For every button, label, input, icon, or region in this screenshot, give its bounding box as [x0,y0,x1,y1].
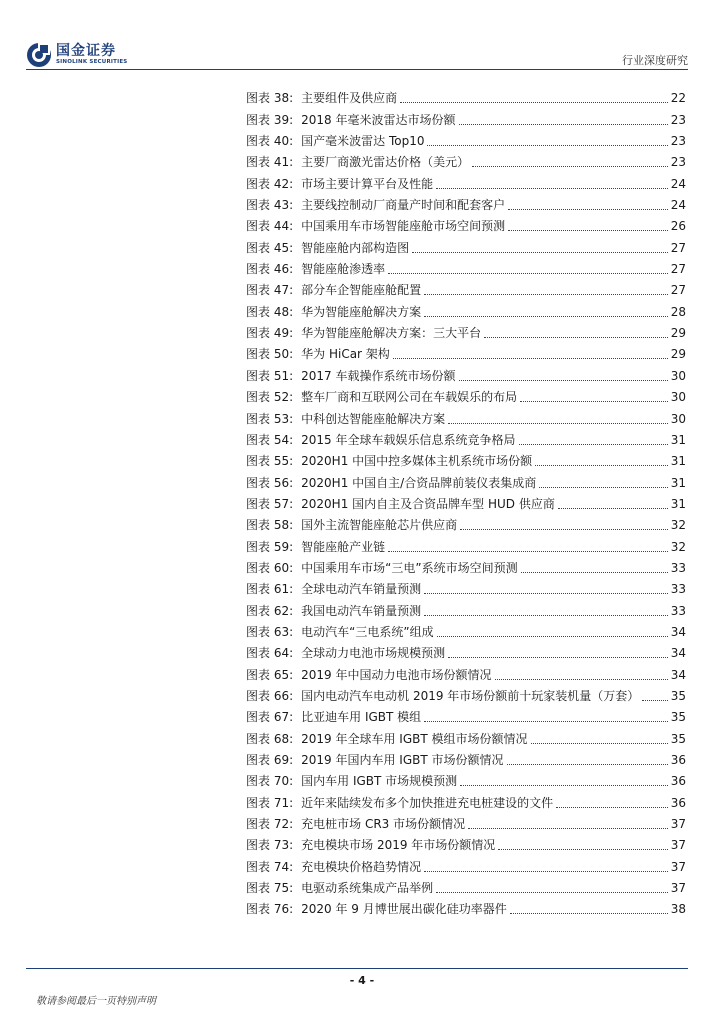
toc-entry-label: 图表 41: [246,155,294,170]
toc-entry-label: 图表 49: [246,326,294,341]
document-type: 行业深度研究 [622,54,688,67]
toc-entry[interactable] [246,704,686,725]
toc-entry-label: 图表 43: [246,198,294,213]
toc-leader-dots [520,401,668,402]
toc-entry-label: 图表 74: [246,859,294,874]
toc-entry-title: 中国乘用车市场智能座舱市场空间预测 [301,219,506,234]
toc-leader-dots [508,230,668,231]
toc-entry-page: 34 [670,667,686,682]
toc-entry[interactable] [246,725,686,746]
toc-leader-dots [400,102,668,103]
toc-entry-page: 27 [670,240,686,255]
toc-entry-page: 31 [670,454,686,469]
toc-entry[interactable] [246,789,686,810]
logo-icon [26,42,52,68]
toc-entry-title: 部分车企智能座舱配置 [301,283,422,298]
toc-entry-label: 图表 53: [246,411,294,426]
toc-entry-page: 24 [670,176,686,191]
toc-leader-dots [424,871,668,872]
toc-entry[interactable] [246,896,686,917]
toc-entry[interactable] [246,192,686,213]
toc-leader-dots [412,252,668,253]
toc-leader-dots [436,892,668,893]
toc-entry[interactable] [246,128,686,149]
toc-entry-title: 近年来陆续发布多个加快推进充电桩建设的文件 [301,795,554,810]
toc-entry-label: 图表 72: [246,817,294,832]
toc-entry-page: 31 [670,475,686,490]
toc-entry-title: 主要厂商激光雷达价格（美元） [301,155,470,170]
toc-leader-dots [468,828,668,829]
toc-entry-label: 图表 39: [246,112,294,127]
toc-leader-dots [388,273,668,274]
toc-entry[interactable] [246,277,686,298]
toc-entry[interactable] [246,384,686,405]
toc-entry-page: 27 [670,283,686,298]
header-divider [26,69,688,70]
toc-entry-label: 图表 73: [246,838,294,853]
toc-leader-dots [521,572,668,573]
toc-entry-title: 国外主流智能座舱芯片供应商 [301,518,458,533]
toc-entry-page: 30 [670,390,686,405]
toc-entry-page: 29 [670,347,686,362]
toc-entry-title: 全球动力电池市场规模预测 [301,646,446,661]
toc-entry-page: 33 [670,582,686,597]
toc-entry-page: 35 [670,688,686,703]
toc-entry-page: 31 [670,432,686,447]
toc-entry[interactable] [246,832,686,853]
toc-leader-dots [460,785,668,786]
toc-entry-title: 电驱动系统集成产品举例 [301,881,434,896]
toc-entry-title: 主要组件及供应商 [301,91,398,106]
toc-entry-title: 充电模块市场 2019 年市场份额情况 [301,838,496,853]
toc-entry-page: 36 [670,774,686,789]
toc-entry[interactable] [246,491,686,512]
toc-entry-title: 2020H1 中国自主/合资品牌前装仪表集成商 [301,475,537,490]
toc-leader-dots [448,657,668,658]
toc-entry[interactable] [246,768,686,789]
toc-entry-title: 2020 年 9 月博世展出碳化硅功率器件 [301,902,507,917]
toc-leader-dots [424,721,668,722]
toc-entry-label: 图表 48: [246,304,294,319]
toc-entry[interactable] [246,683,686,704]
toc-leader-dots [424,294,668,295]
toc-entry-label: 图表 57: [246,496,294,511]
toc-entry-page: 32 [670,518,686,533]
toc-entry-title: 2019 年国内车用 IGBT 市场份额情况 [301,753,504,767]
toc-entry-page: 26 [670,219,686,234]
toc-entry-label: 图表 64: [246,646,294,661]
toc-entry-label: 图表 58: [246,518,294,533]
table-of-figures [246,85,686,917]
toc-entry[interactable] [246,555,686,576]
logo-chinese-name: 国金证券 [56,43,116,60]
toc-entry[interactable] [246,811,686,832]
toc-entry-page: 23 [670,112,686,127]
toc-leader-dots [495,679,668,680]
toc-entry-label: 图表 47: [246,283,294,298]
toc-entry[interactable] [246,747,686,768]
toc-entry-label: 图表 75: [246,881,294,896]
toc-entry-title: 智能座舱渗透率 [301,262,386,277]
toc-entry-title: 2015 年全球车载娱乐信息系统竞争格局 [301,432,516,447]
toc-entry-label: 图表 51: [246,368,294,383]
toc-entry-label: 图表 59: [246,539,294,554]
toc-entry[interactable] [246,234,686,255]
toc-leader-dots [535,465,668,466]
toc-entry-title: 中科创达智能座舱解决方案 [301,411,446,426]
toc-leader-dots [539,487,668,488]
company-logo [26,40,127,70]
toc-leader-dots [459,124,668,125]
toc-entry-title: 电动汽车“三电系统”组成 [301,624,434,639]
toc-entry-label: 图表 46: [246,262,294,277]
toc-entry-title: 2019 年全球车用 IGBT 模组市场份额情况 [301,731,528,746]
toc-entry-page: 35 [670,710,686,725]
toc-entry-page: 24 [670,198,686,213]
toc-entry-page: 31 [670,496,686,511]
toc-entry-page: 37 [670,859,686,874]
toc-entry-title: 华为智能座舱解决方案：三大平台 [301,326,482,341]
toc-entry-page: 30 [670,411,686,426]
toc-leader-dots [448,423,668,424]
toc-entry-page: 23 [670,134,686,149]
toc-entry-title: 主要线控制动厂商量产时间和配套客户 [301,198,506,213]
toc-entry-page: 29 [670,326,686,341]
toc-entry-page: 33 [670,603,686,618]
toc-entry-page: 37 [670,817,686,832]
toc-entry[interactable] [246,341,686,362]
toc-leader-dots [556,807,668,808]
logo-english-name: SINOLINK SECURITIES [56,59,128,66]
toc-entry[interactable] [246,619,686,640]
toc-entry-page: 36 [670,753,686,767]
toc-entry-page: 37 [670,881,686,896]
toc-entry[interactable] [246,640,686,661]
toc-entry[interactable] [246,853,686,874]
toc-entry[interactable] [246,106,686,127]
toc-entry[interactable] [246,661,686,682]
toc-entry-page: 35 [670,731,686,746]
toc-entry-label: 图表 44: [246,219,294,234]
toc-entry[interactable] [246,427,686,448]
toc-entry-title: 国产毫米波雷达 Top10 [301,134,425,149]
toc-leader-dots [436,188,668,189]
toc-entry[interactable] [246,298,686,319]
toc-entry-title: 充电桩市场 CR3 市场份额情况 [301,817,466,832]
toc-entry-title: 2020H1 中国中控多媒体主机系统市场份额 [301,454,533,469]
toc-entry[interactable] [246,576,686,597]
toc-entry-title: 全球电动汽车销量预测 [301,582,422,597]
toc-entry-label: 图表 55: [246,454,294,469]
toc-entry-title: 比亚迪车用 IGBT 模组 [301,710,422,725]
toc-entry-label: 图表 71: [246,795,294,810]
toc-entry[interactable] [246,448,686,469]
toc-leader-dots [424,316,668,317]
toc-entry-page: 32 [670,539,686,554]
toc-leader-dots [507,764,668,765]
toc-entry-label: 图表 66: [246,688,294,703]
toc-entry-page: 33 [670,560,686,575]
toc-leader-dots [508,209,668,210]
toc-leader-dots [460,529,668,530]
page-number: - 4 - [349,974,375,987]
toc-entry[interactable] [246,469,686,490]
toc-entry-title: 智能座舱产业链 [301,539,386,554]
toc-entry[interactable] [246,533,686,554]
toc-entry-page: 34 [670,646,686,661]
toc-entry-label: 图表 62: [246,603,294,618]
toc-entry-title: 中国乘用车市场“三电”系统市场空间预测 [301,560,518,575]
toc-leader-dots [510,913,668,914]
toc-entry[interactable] [246,875,686,896]
toc-leader-dots [498,849,667,850]
toc-entry[interactable] [246,149,686,170]
toc-entry-label: 图表 70: [246,774,294,789]
disclaimer-text: 敬请参阅最后一页特别声明 [36,996,156,1007]
toc-entry-label: 图表 56: [246,475,294,490]
toc-entry[interactable] [246,256,686,277]
toc-leader-dots [393,358,668,359]
toc-entry-page: 37 [670,838,686,853]
toc-entry-label: 图表 45: [246,240,294,255]
toc-entry-label: 图表 68: [246,731,294,746]
toc-entry-title: 2018 年毫米波雷达市场份额 [301,112,456,127]
toc-entry-page: 22 [670,91,686,106]
toc-entry-title: 智能座舱内部构造图 [301,240,410,255]
toc-entry-label: 图表 67: [246,710,294,725]
toc-entry[interactable] [246,213,686,234]
toc-leader-dots [388,551,668,552]
toc-entry-label: 图表 52: [246,390,294,405]
toc-entry-title: 充电模块价格趋势情况 [301,859,422,874]
toc-entry[interactable] [246,597,686,618]
toc-entry-label: 图表 61: [246,582,294,597]
toc-entry-page: 30 [670,368,686,383]
toc-leader-dots [558,508,668,509]
toc-entry-page: 23 [670,155,686,170]
toc-leader-dots [459,380,668,381]
toc-entry[interactable] [246,362,686,383]
toc-entry-label: 图表 69: [246,753,294,767]
toc-leader-dots [427,145,667,146]
footer-divider [26,968,688,969]
toc-entry-title: 2017 车载操作系统市场份额 [301,368,456,383]
toc-leader-dots [531,743,668,744]
toc-entry[interactable] [246,85,686,106]
toc-entry-label: 图表 40: [246,134,294,149]
toc-entry-title: 华为智能座舱解决方案 [301,304,422,319]
toc-leader-dots [424,593,668,594]
toc-leader-dots [642,700,667,701]
toc-entry-label: 图表 50: [246,347,294,362]
toc-entry-page: 38 [670,902,686,917]
toc-leader-dots [519,444,668,445]
toc-entry-title: 我国电动汽车销量预测 [301,603,422,618]
toc-entry[interactable] [246,170,686,191]
toc-entry-label: 图表 60: [246,560,294,575]
toc-entry-label: 图表 54: [246,432,294,447]
toc-leader-dots [437,636,668,637]
toc-entry-title: 2020H1 国内自主及合资品牌车型 HUD 供应商 [301,496,555,511]
toc-entry[interactable] [246,320,686,341]
toc-entry[interactable] [246,405,686,426]
page-header [0,0,724,70]
toc-entry-title: 整车厂商和互联网公司在车载娱乐的布局 [301,390,518,405]
toc-entry[interactable] [246,512,686,533]
toc-leader-dots [472,166,668,167]
toc-entry-label: 图表 63: [246,624,294,639]
toc-entry-page: 27 [670,262,686,277]
toc-entry-label: 图表 65: [246,667,294,682]
toc-entry-page: 28 [670,304,686,319]
toc-entry-label: 图表 42: [246,176,294,191]
toc-entry-page: 34 [670,624,686,639]
toc-entry-title: 2019 年中国动力电池市场份额情况 [301,667,492,682]
toc-entry-title: 国内车用 IGBT 市场规模预测 [301,774,458,789]
toc-entry-label: 图表 76: [246,902,294,917]
toc-entry-title: 国内电动汽车电动机 2019 年市场份额前十玩家装机量（万套） [301,688,640,703]
toc-entry-label: 图表 38: [246,91,294,106]
toc-entry-title: 市场主要计算平台及性能 [301,176,434,191]
toc-entry-page: 36 [670,795,686,810]
toc-leader-dots [484,337,668,338]
toc-leader-dots [424,615,668,616]
toc-entry-title: 华为 HiCar 架构 [301,347,390,362]
